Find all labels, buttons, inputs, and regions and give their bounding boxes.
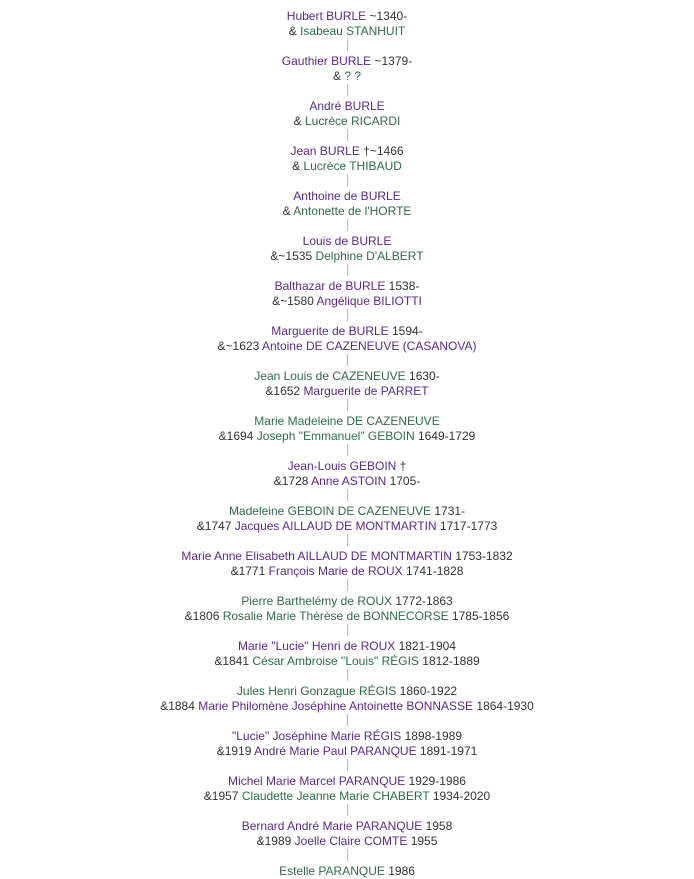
generation-block [0, 774, 694, 803]
marriage-prefix: &1747 [196, 518, 235, 533]
person-dates: 1630- [405, 369, 440, 383]
spouse-dates: 1649-1729 [414, 428, 476, 443]
generation-block [0, 684, 694, 713]
marriage-prefix: &1884 [160, 698, 199, 713]
generation-block [0, 864, 694, 879]
connector-line [347, 714, 348, 726]
marriage-prefix: &1771 [230, 563, 269, 578]
person-name-link[interactable]: Michel Marie Marcel PARANQUE [228, 774, 406, 788]
person-name-link[interactable]: Marie "Lucie" Henri de ROUX [238, 639, 396, 653]
spouse-name-link[interactable]: Lucrèce RICARDI [304, 113, 401, 128]
marriage-prefix: &1841 [214, 653, 253, 668]
spouse-dates: 1741-1828 [402, 563, 464, 578]
spouse-line [0, 744, 694, 759]
person-line [0, 819, 694, 834]
person-name-link[interactable]: Pierre Barthelémy de ROUX [241, 594, 392, 608]
person-dates: †~1466 [359, 144, 404, 158]
person-line [0, 864, 694, 879]
person-dates: 1731- [431, 504, 466, 518]
connector-line [347, 804, 348, 816]
person-line [0, 459, 694, 474]
marriage-prefix: &1957 [203, 788, 242, 803]
person-name-link[interactable]: André BURLE [309, 99, 385, 113]
generation-block [0, 729, 694, 758]
generation-block [0, 594, 694, 623]
spouse-name-link[interactable]: Marie Philomène Joséphine Antoinette BONNASSE [198, 698, 474, 713]
spouse-dates: 1812-1889 [418, 653, 480, 668]
person-dates: 1753-1832 [451, 549, 513, 563]
connector-line [347, 219, 348, 231]
spouse-dates: 1717-1773 [436, 518, 498, 533]
marriage-prefix: &1919 [216, 743, 255, 758]
generation-block [0, 144, 694, 173]
marriage-prefix: &1728 [273, 473, 312, 488]
person-name-link[interactable]: Marie Anne Elisabeth AILLAUD DE MONTMARTIN [181, 549, 452, 563]
marriage-prefix: & [282, 203, 294, 218]
generation-block [0, 189, 694, 218]
spouse-line [0, 519, 694, 534]
connector-line [347, 309, 348, 321]
spouse-dates: 1705- [386, 473, 421, 488]
spouse-name-link[interactable]: Joelle Claire COMTE [294, 833, 408, 848]
spouse-line [0, 474, 694, 489]
person-dates: 1594- [388, 324, 423, 338]
spouse-line [0, 204, 694, 219]
person-line [0, 729, 694, 744]
person-dates: 1986 [384, 864, 415, 878]
spouse-name-link[interactable]: Joseph "Emmanuel" GEBOIN [256, 428, 415, 443]
person-dates: 1772-1863 [392, 594, 453, 608]
connector-line [347, 399, 348, 411]
generation-block [0, 639, 694, 668]
person-name-link[interactable]: Marguerite de BURLE [271, 324, 389, 338]
spouse-name-link[interactable]: ? ? [344, 68, 362, 83]
spouse-name-link[interactable]: Lucrèce THIBAUD [303, 158, 402, 173]
spouse-name-link[interactable]: Antonette de l'HORTE [293, 203, 412, 218]
marriage-prefix: & [288, 23, 301, 38]
person-line [0, 504, 694, 519]
person-name-link[interactable]: Anthoine de BURLE [293, 189, 401, 203]
person-name-link[interactable]: Estelle PARANQUE [279, 864, 385, 878]
generation-block [0, 234, 694, 263]
spouse-name-link[interactable]: François Marie de ROUX [268, 563, 403, 578]
spouse-line [0, 384, 694, 399]
person-dates: ~1340- [366, 9, 408, 23]
person-line [0, 369, 694, 384]
spouse-line [0, 834, 694, 849]
person-line [0, 684, 694, 699]
person-name-link[interactable]: Marie Madeleine DE CAZENEUVE [254, 414, 440, 428]
spouse-line [0, 159, 694, 174]
spouse-line [0, 699, 694, 714]
person-dates: 1958 [422, 819, 453, 833]
person-line [0, 639, 694, 654]
spouse-dates: 1785-1856 [448, 608, 510, 623]
spouse-line [0, 24, 694, 39]
person-dates: 1929-1986 [405, 774, 466, 788]
connector-line [347, 354, 348, 366]
person-line [0, 594, 694, 609]
person-line [0, 234, 694, 249]
marriage-prefix: &~1535 [270, 248, 316, 263]
connector-line [347, 489, 348, 501]
spouse-name-link[interactable]: Marguerite de PARRET [303, 383, 429, 398]
person-name-link[interactable]: Bernard André Marie PARANQUE [241, 819, 423, 833]
generation-block [0, 9, 694, 38]
generation-block [0, 54, 694, 83]
spouse-line [0, 249, 694, 264]
person-line [0, 774, 694, 789]
connector-line [347, 264, 348, 276]
spouse-name-link[interactable]: Antoine DE CAZENEUVE (CASANOVA) [261, 338, 477, 353]
generation-block [0, 414, 694, 443]
person-dates: 1821-1904 [395, 639, 456, 653]
spouse-name-link[interactable]: Anne ASTOIN [311, 473, 387, 488]
person-line [0, 324, 694, 339]
spouse-name-link[interactable]: Jacques AILLAUD DE MONTMARTIN [234, 518, 437, 533]
spouse-line [0, 114, 694, 129]
marriage-prefix: &~1580 [272, 293, 317, 308]
spouse-name-link[interactable]: Isabeau STANHUIT [300, 23, 406, 38]
spouse-line [0, 69, 694, 84]
marriage-prefix: & [332, 68, 345, 83]
person-dates: † [396, 459, 407, 473]
person-name-link[interactable]: Jean Louis de CAZENEUVE [254, 369, 406, 383]
person-dates: 1898-1989 [401, 729, 462, 743]
connector-line [347, 39, 348, 51]
spouse-name-link[interactable]: André Marie Paul PARANQUE [254, 743, 417, 758]
person-line [0, 279, 694, 294]
person-name-link[interactable]: Gauthier BURLE [281, 54, 372, 68]
person-line [0, 9, 694, 24]
spouse-name-link[interactable]: Claudette Jeanne Marie CHABERT [241, 788, 430, 803]
marriage-prefix: & [292, 158, 304, 173]
spouse-line [0, 789, 694, 804]
spouse-dates: 1864-1930 [473, 698, 534, 713]
connector-line [347, 669, 348, 681]
connector-line [347, 129, 348, 141]
generation-block [0, 279, 694, 308]
person-line [0, 54, 694, 69]
connector-line [347, 849, 348, 861]
generation-block [0, 369, 694, 398]
spouse-line [0, 429, 694, 444]
spouse-line [0, 294, 694, 309]
spouse-dates: 1955 [407, 833, 438, 848]
person-name-link[interactable]: Jean BURLE [290, 144, 360, 158]
person-name-link[interactable]: Jean-Louis GEBOIN [287, 459, 397, 473]
spouse-dates: 1891-1971 [416, 743, 478, 758]
spouse-name-link[interactable]: Angélique BILIOTTI [316, 293, 422, 308]
person-name-link[interactable]: Madeleine GEBOIN DE CAZENEUVE [228, 504, 432, 518]
person-dates: ~1379- [371, 54, 413, 68]
marriage-prefix: &1652 [265, 383, 304, 398]
person-line [0, 144, 694, 159]
marriage-prefix: &1989 [256, 833, 295, 848]
person-line [0, 99, 694, 114]
generation-block [0, 324, 694, 353]
person-line [0, 189, 694, 204]
spouse-name-link[interactable]: Delphine D'ALBERT [315, 248, 424, 263]
person-name-link[interactable]: Jules Henri Gonzague RÉGIS [236, 684, 397, 698]
spouse-line [0, 654, 694, 669]
spouse-dates: 1934-2020 [429, 788, 491, 803]
generation-block [0, 504, 694, 533]
generation-block [0, 549, 694, 578]
spouse-line [0, 564, 694, 579]
connector-line [347, 174, 348, 186]
marriage-prefix: &~1623 [217, 338, 262, 353]
marriage-prefix: & [293, 113, 305, 128]
spouse-line [0, 339, 694, 354]
connector-line [347, 579, 348, 591]
marriage-prefix: &1806 [184, 608, 223, 623]
person-dates: 1860-1922 [396, 684, 458, 698]
marriage-prefix: &1694 [218, 428, 257, 443]
connector-line [347, 84, 348, 96]
generation-block [0, 819, 694, 848]
spouse-name-link[interactable]: Rosalie Marie Thérèse de BONNECORSE [222, 608, 449, 623]
person-line [0, 549, 694, 564]
generation-block [0, 459, 694, 488]
connector-line [347, 759, 348, 771]
spouse-name-link[interactable]: César Ambroise "Louis" RÉGIS [252, 653, 419, 668]
person-name-link[interactable]: Balthazar de BURLE [274, 279, 386, 293]
generation-block [0, 99, 694, 128]
person-dates: 1538- [385, 279, 420, 293]
connector-line [347, 534, 348, 546]
person-name-link[interactable]: Louis de BURLE [302, 234, 392, 248]
spouse-line [0, 609, 694, 624]
person-line [0, 414, 694, 429]
person-name-link[interactable]: Hubert BURLE [286, 9, 367, 23]
connector-line [347, 624, 348, 636]
person-name-link[interactable]: "Lucie" Joséphine Marie RÉGIS [232, 729, 402, 743]
connector-line [347, 444, 348, 456]
